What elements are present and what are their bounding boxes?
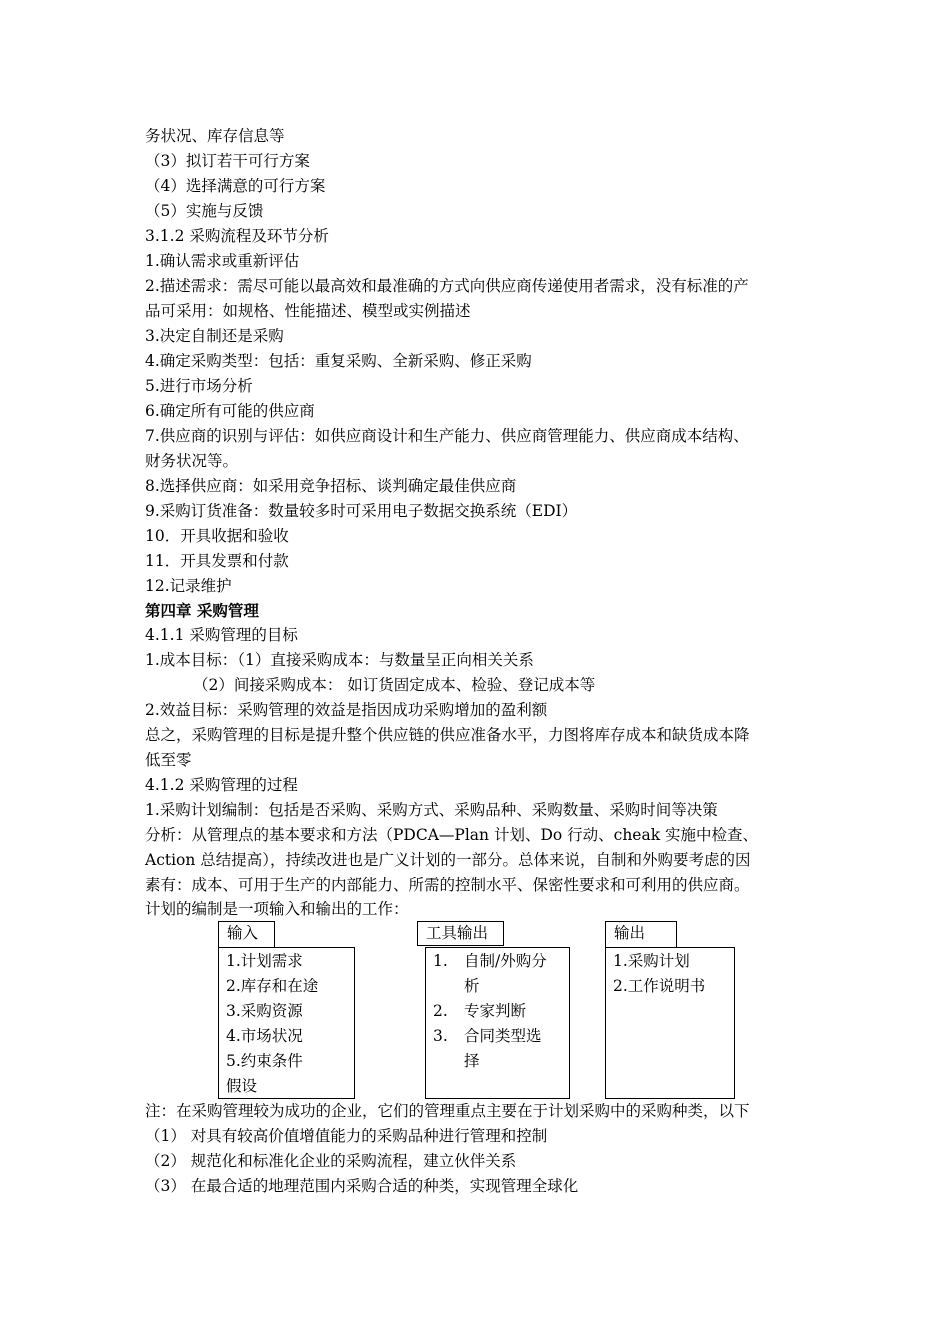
text-line: 1.采购计划编制：包括是否采购、采购方式、采购品种、采购数量、采购时间等决策 xyxy=(145,801,718,819)
note-line: （2） 规范化和标准化企业的采购流程，建立伙伴关系 xyxy=(145,1152,517,1170)
note-line: 注：在采购管理较为成功的企业，它们的管理重点主要在于计划采购中的采购种类，以下 xyxy=(145,1102,750,1120)
input-item: 1.计划需求 xyxy=(226,952,303,970)
text-line: 10．开具收据和验收 xyxy=(145,527,289,545)
text-line: 3.决定自制还是采购 xyxy=(145,327,284,345)
text-line: 务状况、库存信息等 xyxy=(145,127,285,145)
text-line: 2.描述需求：需尽可能以最高效和最准确的方式向供应商传递使用者需求，没有标准的产 xyxy=(145,277,749,295)
tools-item: 合同类型选 xyxy=(464,1027,542,1045)
output-box-title: 输出 xyxy=(605,921,677,948)
section-heading: 3.1.2 采购流程及环节分析 xyxy=(145,227,329,245)
input-item: 5.约束条件 xyxy=(226,1052,303,1070)
text-line: 9.采购订货准备：数量较多时可采用电子数据交换系统（EDI） xyxy=(145,502,578,520)
text-line: （2）间接采购成本： 如订货固定成本、检验、登记成本等 xyxy=(193,676,596,694)
text-line: 2.效益目标：采购管理的效益是指因成功采购增加的盈利额 xyxy=(145,701,548,719)
text-line: 5.进行市场分析 xyxy=(145,377,253,395)
text-line: 低至零 xyxy=(145,751,192,769)
tools-box-title: 工具输出 xyxy=(417,921,504,946)
text-line: 4.确定采购类型：包括：重复采购、全新采购、修正采购 xyxy=(145,352,532,370)
text-line: 12.记录维护 xyxy=(145,577,232,595)
chapter-heading: 第四章 采购管理 xyxy=(145,601,259,620)
text-line: 8.选择供应商：如采用竞争招标、谈判确定最佳供应商 xyxy=(145,477,517,495)
text-line: 1.成本目标：（1）直接采购成本：与数量呈正向相关关系 xyxy=(145,651,534,669)
text-line: （4）选择满意的可行方案 xyxy=(145,177,326,195)
tools-item-number: 3. xyxy=(433,1027,448,1045)
tools-item: 析 xyxy=(464,977,480,995)
output-item: 2.工作说明书 xyxy=(613,977,706,995)
note-line: （1） 对具有较高价值增值能力的采购品种进行管理和控制 xyxy=(145,1127,548,1145)
text-line: 11．开具发票和付款 xyxy=(145,552,289,570)
text-line: 总之，采购管理的目标是提升整个供应链的供应准备水平，力图将库存成本和缺货成本降 xyxy=(145,726,750,744)
output-item: 1.采购计划 xyxy=(613,952,690,970)
input-item: 2.库存和在途 xyxy=(226,977,319,995)
text-line: 计划的编制是一项输入和输出的工作： xyxy=(145,900,409,918)
text-line: 7.供应商的识别与评估：如供应商设计和生产能力、供应商管理能力、供应商成本结构、 xyxy=(145,427,749,445)
text-line: 素有：成本、可用于生产的内部能力、所需的控制水平、保密性要求和可利用的供应商。 xyxy=(145,876,750,894)
input-item: 假设 xyxy=(226,1077,258,1095)
input-box-title: 输入 xyxy=(218,921,275,948)
tools-item: 专家判断 xyxy=(464,1002,527,1020)
tools-item: 择 xyxy=(464,1052,480,1070)
text-line: 分析：从管理点的基本要求和方法（PDCA—Plan 计划、Do 行动、cheak 实施中检查、 xyxy=(145,826,759,844)
tools-item-number: 1. xyxy=(433,952,448,970)
input-item: 4.市场状况 xyxy=(226,1027,303,1045)
section-heading: 4.1.2 采购管理的过程 xyxy=(145,776,298,794)
text-line: （3）拟订若干可行方案 xyxy=(145,152,310,170)
tools-item: 自制/外购分 xyxy=(464,952,547,970)
note-line: （3） 在最合适的地理范围内采购合适的种类，实现管理全球化 xyxy=(145,1177,579,1195)
section-heading: 4.1.1 采购管理的目标 xyxy=(145,626,298,644)
tools-item-number: 2. xyxy=(433,1002,448,1020)
text-line: 6.确定所有可能的供应商 xyxy=(145,402,315,420)
input-item: 3.采购资源 xyxy=(226,1002,303,1020)
text-line: Action 总结提高），持续改进也是广义计划的一部分。总体来说，自制和外购要考虑的因 xyxy=(145,851,751,869)
text-line: 1.确认需求或重新评估 xyxy=(145,252,300,270)
text-line: （5）实施与反馈 xyxy=(145,202,264,220)
text-line: 品可采用：如规格、性能描述、模型或实例描述 xyxy=(145,302,471,320)
text-line: 财务状况等。 xyxy=(145,452,239,470)
